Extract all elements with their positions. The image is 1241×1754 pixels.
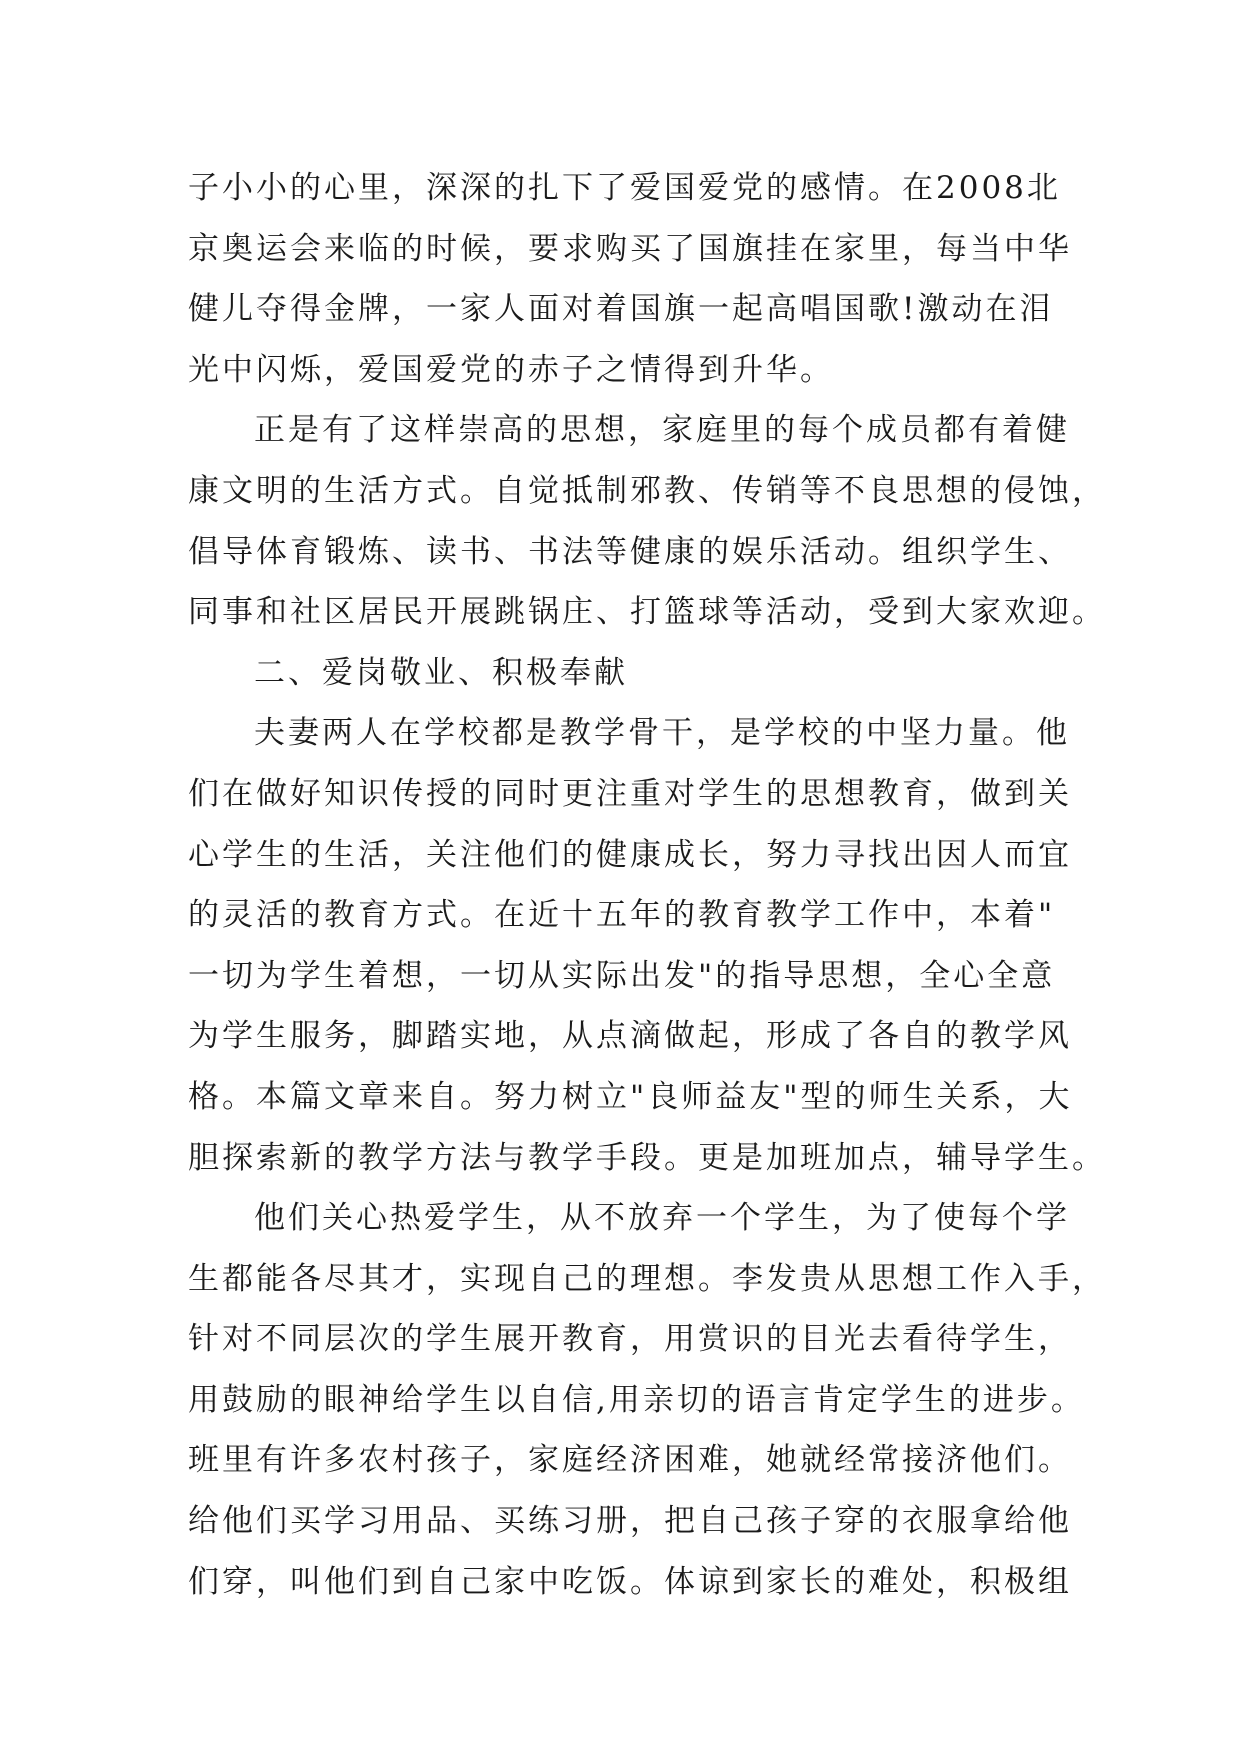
text-line: 们在做好知识传授的同时更注重对学生的思想教育，做到关 <box>188 775 1072 812</box>
text-line: 针对不同层次的学生展开教育，用赏识的目光去看待学生， <box>188 1321 1072 1358</box>
text-line: 格。本篇文章来自。努力树立"良师益友"型的师生关系，大 <box>188 1078 1073 1115</box>
body-text <box>188 158 1106 1612</box>
paragraph-first-line: 他们关心热爱学生，从不放弃一个学生，为了使每个学 <box>254 1200 1070 1237</box>
section-heading: 二、爱岗敬业、积极奉献 <box>254 654 628 691</box>
text-line: 心学生的生活，关注他们的健康成长，努力寻找出因人而宜 <box>188 836 1072 873</box>
text-line: 倡导体育锻炼、读书、书法等健康的娱乐活动。组织学生、 <box>188 533 1072 570</box>
text-line: 光中闪烁，爱国爱党的赤子之情得到升华。 <box>188 351 834 388</box>
text-line: 为学生服务，脚踏实地，从点滴做起，形成了各自的教学风 <box>188 1018 1072 1055</box>
text-line: 康文明的生活方式。自觉抵制邪教、传销等不良思想的侵蚀， <box>188 472 1106 509</box>
text-line: 同事和社区居民开展跳锅庄、打篮球等活动，受到大家欢迎。 <box>188 594 1106 631</box>
text-line: 京奥运会来临的时候，要求购买了国旗挂在家里，每当中华 <box>188 230 1072 267</box>
text-line: 们穿，叫他们到自己家中吃饭。体谅到家长的难处，积极组 <box>188 1563 1072 1600</box>
text-line: 给他们买学习用品、买练习册，把自己孩子穿的衣服拿给他 <box>188 1503 1072 1540</box>
text-line: 胆探索新的教学方法与教学手段。更是加班加点，辅导学生。 <box>188 1139 1106 1176</box>
paragraph-first-line: 夫妻两人在学校都是教学骨干，是学校的中坚力量。他 <box>254 715 1070 752</box>
text-line: 用鼓励的眼神给学生以自信,用亲切的语言肯定学生的进步。 <box>188 1381 1085 1418</box>
text-line: 健儿夺得金牌，一家人面对着国旗一起高唱国歌!激动在泪 <box>188 291 1054 328</box>
paragraph-first-line: 正是有了这样崇高的思想，家庭里的每个成员都有着健 <box>254 412 1070 449</box>
text-line: 班里有许多农村孩子，家庭经济困难，她就经常接济他们。 <box>188 1442 1072 1479</box>
text-line: 子小小的心里，深深的扎下了爱国爱党的感情。在2008北 <box>188 170 1061 206</box>
text-line: 的灵活的教育方式。在近十五年的教育教学工作中，本着" <box>188 897 1056 934</box>
text-line: 一切为学生着想，一切从实际出发"的指导思想，全心全意 <box>188 957 1056 994</box>
text-line: 生都能各尽其才，实现自己的理想。李发贵从思想工作入手， <box>188 1260 1106 1297</box>
